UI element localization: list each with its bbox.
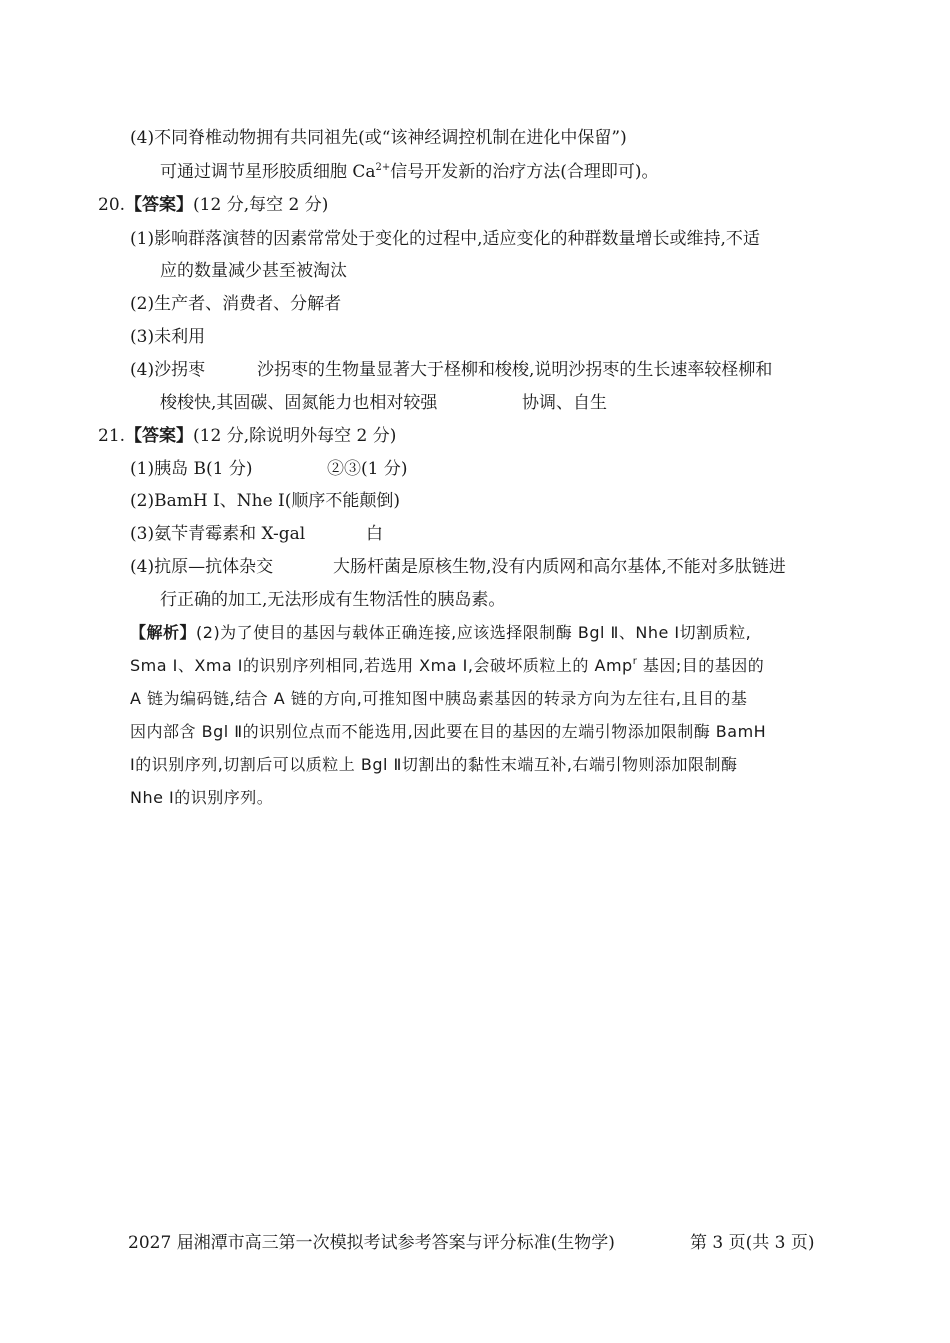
q20-part3: (3)未利用 [130,327,206,347]
q20-answer-tag: 【答案】 [125,195,194,215]
q21-number: 21. [98,426,126,446]
q19-part4-line2-text-b: 信号开发新的治疗方法(合理即可)。 [390,162,659,182]
q21-part2: (2)BamH Ⅰ、Nhe Ⅰ(顺序不能颠倒) [130,491,401,511]
q20-header [98,193,328,217]
explanation-line6: Nhe Ⅰ的识别序列。 [130,788,274,807]
q19-part4-line2-text-a: 可通过调节星形胶质细胞 Ca [160,162,376,182]
explanation-tag: 【解析】 [130,623,197,642]
q21-part1-answer-a: (1)胰岛 B(1 分) [130,459,253,479]
explanation-line3: A 链为编码链,结合 A 链的方向,可推知图中胰岛素基因的转录方向为左往右,且目的基 [130,689,748,708]
explanation-line5: Ⅰ的识别序列,切割后可以质粒上 Bgl Ⅱ切割出的黏性末端互补,右端引物则添加限制酶 [130,755,738,774]
q19-part4-line1: (4)不同脊椎动物拥有共同祖先(或“该神经调控机制在进化中保留”) [130,128,627,148]
q20-score: (12 分,每空 2 分) [193,195,329,215]
footer-page-number: 第 3 页(共 3 页) [690,1233,815,1253]
explanation-line4: 因内部含 Bgl Ⅱ的识别位点而不能选用,因此要在目的基因的左端引物添加限制酶 BamH [130,722,767,741]
q21-part1-answer-b: ②③(1 分) [327,459,408,479]
explanation-amp-superscript: r [632,656,638,667]
q20-part4-line2-a: 梭梭快,其固碳、固氮能力也相对较强 [160,393,438,413]
q21-part4-line2: 行正确的加工,无法形成有生物活性的胰岛素。 [160,590,506,610]
q21-part4-answer-a: (4)抗原—抗体杂交 [130,557,274,577]
explanation-line1-text: (2)为了使目的基因与载体正确连接,应该选择限制酶 Bgl Ⅱ、Nhe Ⅰ切割质粒, [196,623,752,642]
q20-part4-answer-b: 沙拐枣的生物量显著大于柽柳和梭梭,说明沙拐枣的生长速率较柽柳和 [257,360,773,380]
q20-number: 20. [98,195,126,215]
q21-part3-answer-b: 白 [366,524,383,544]
q20-part4-line2-b: 协调、自生 [522,393,607,413]
q19-calcium-superscript: 2+ [375,162,391,173]
explanation-line2-text-b: 基因;目的基因的 [637,656,765,675]
q21-answer-tag: 【答案】 [125,426,194,446]
explanation-line1 [130,621,751,645]
explanation-line2 [130,654,764,678]
q21-score: (12 分,除说明外每空 2 分) [193,426,397,446]
q20-part4-answer-a: (4)沙拐枣 [130,360,206,380]
q21-header [98,424,396,448]
q20-part1-line2: 应的数量减少甚至被淘汰 [160,261,347,281]
q21-part4-answer-b: 大肠杆菌是原核生物,没有内质网和高尔基体,不能对多肽链进 [333,557,786,577]
q19-part4-line2 [160,160,659,184]
q21-part3-answer-a: (3)氨苄青霉素和 X-gal [130,524,306,544]
q20-part2: (2)生产者、消费者、分解者 [130,294,342,314]
q20-part1-line1: (1)影响群落演替的因素常常处于变化的过程中,适应变化的种群数量增长或维持,不适 [130,229,760,249]
explanation-line2-text-a: Sma Ⅰ、Xma Ⅰ的识别序列相同,若选用 Xma Ⅰ,会破坏质粒上的 Amp [130,656,633,675]
footer-title: 2027 届湘潭市高三第一次模拟考试参考答案与评分标准(生物学) [128,1233,615,1253]
